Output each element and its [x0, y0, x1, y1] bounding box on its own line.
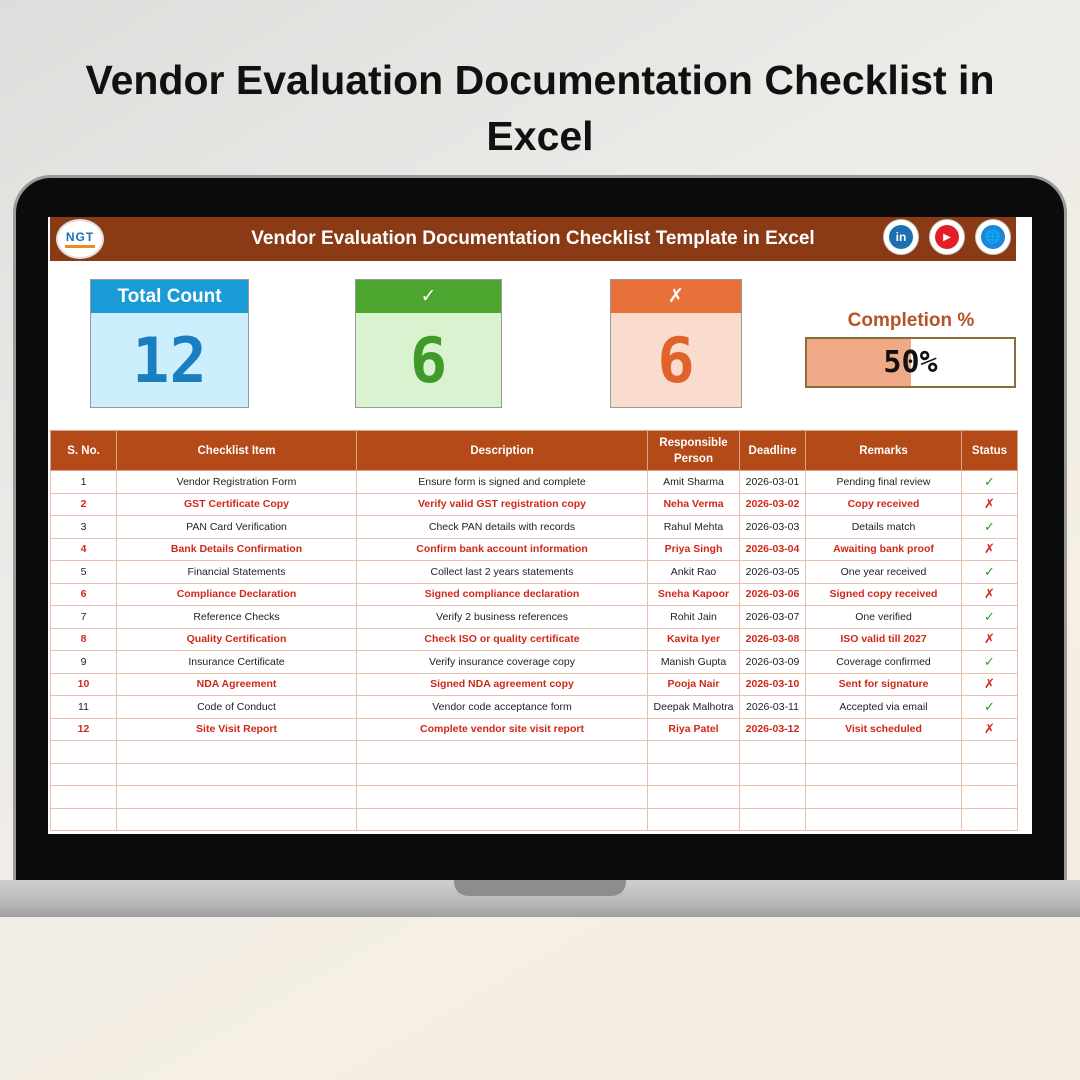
empty-row — [51, 786, 1018, 809]
cell-status[interactable]: ✓ — [962, 516, 1018, 539]
empty-cell[interactable] — [357, 763, 648, 786]
cell-description[interactable]: Complete vendor site visit report — [357, 718, 648, 741]
cell-deadline[interactable]: 2026-03-06 — [740, 583, 806, 606]
cell-deadline[interactable]: 2026-03-05 — [740, 561, 806, 584]
logo-swoosh — [65, 245, 95, 248]
header-sno[interactable]: S. No. — [51, 431, 117, 471]
table-row — [51, 471, 1018, 494]
cell-deadline[interactable]: 2026-03-12 — [740, 718, 806, 741]
cell-status[interactable]: ✓ — [962, 561, 1018, 584]
globe-icon: 🌐 — [981, 225, 1005, 249]
youtube-icon: ▶ — [935, 225, 959, 249]
cell-sno[interactable]: 12 — [51, 718, 117, 741]
empty-cell[interactable] — [806, 763, 962, 786]
cell-checklist-item[interactable]: Site Visit Report — [117, 718, 357, 741]
cell-responsible-person[interactable]: Neha Verma — [648, 493, 740, 516]
cell-remarks[interactable]: Details match — [806, 516, 962, 539]
cell-checklist-item[interactable]: Code of Conduct — [117, 696, 357, 719]
cell-sno[interactable]: 11 — [51, 696, 117, 719]
cell-remarks[interactable]: Accepted via email — [806, 696, 962, 719]
linkedin-icon: in — [889, 225, 913, 249]
ngt-logo — [56, 219, 104, 259]
youtube-button[interactable] — [930, 220, 964, 254]
cell-remarks[interactable]: Visit scheduled — [806, 718, 962, 741]
cell-description[interactable]: Check PAN details with records — [357, 516, 648, 539]
cell-remarks[interactable]: Copy received — [806, 493, 962, 516]
cell-responsible-person[interactable]: Ankit Rao — [648, 561, 740, 584]
empty-cell[interactable] — [648, 786, 740, 809]
title-banner — [50, 217, 1016, 261]
empty-cell[interactable] — [740, 808, 806, 831]
cell-deadline[interactable]: 2026-03-07 — [740, 606, 806, 629]
cell-sno[interactable]: 5 — [51, 561, 117, 584]
cell-checklist-item[interactable]: Compliance Declaration — [117, 583, 357, 606]
table-row — [51, 651, 1018, 674]
cell-description[interactable]: Signed compliance declaration — [357, 583, 648, 606]
empty-cell[interactable] — [357, 786, 648, 809]
cell-sno[interactable]: 9 — [51, 651, 117, 674]
cell-description[interactable]: Confirm bank account information — [357, 538, 648, 561]
cell-responsible-person[interactable]: Rahul Mehta — [648, 516, 740, 539]
empty-cell[interactable] — [117, 763, 357, 786]
total-count-value: 12 — [132, 323, 207, 397]
empty-cell[interactable] — [117, 786, 357, 809]
total-count-card — [90, 279, 249, 408]
header-description[interactable]: Description — [357, 431, 648, 471]
empty-cell[interactable] — [962, 808, 1018, 831]
empty-cell[interactable] — [962, 786, 1018, 809]
completion-progress-bar — [805, 337, 1016, 388]
cell-description[interactable]: Verify valid GST registration copy — [357, 493, 648, 516]
cell-description[interactable]: Verify 2 business references — [357, 606, 648, 629]
empty-cell[interactable] — [806, 741, 962, 764]
cell-status[interactable]: ✓ — [962, 606, 1018, 629]
cell-deadline[interactable]: 2026-03-09 — [740, 651, 806, 674]
cell-responsible-person[interactable]: Pooja Nair — [648, 673, 740, 696]
logo-text: NGT — [65, 230, 95, 244]
empty-cell[interactable] — [648, 741, 740, 764]
cell-responsible-person[interactable]: Deepak Malhotra — [648, 696, 740, 719]
page-headline: Vendor Evaluation Documentation Checklist in Excel — [85, 57, 995, 159]
empty-cell[interactable] — [51, 808, 117, 831]
empty-cell[interactable] — [648, 808, 740, 831]
total-count-label: Total Count — [91, 280, 248, 313]
cell-status[interactable]: ✗ — [962, 538, 1018, 561]
cell-deadline[interactable]: 2026-03-02 — [740, 493, 806, 516]
empty-cell[interactable] — [962, 763, 1018, 786]
table-row — [51, 538, 1018, 561]
empty-cell[interactable] — [51, 763, 117, 786]
laptop-notch — [454, 880, 626, 896]
completed-count-card — [355, 279, 502, 408]
table-row — [51, 606, 1018, 629]
empty-cell[interactable] — [648, 763, 740, 786]
table-row — [51, 718, 1018, 741]
cell-status[interactable]: ✓ — [962, 471, 1018, 494]
table-row — [51, 583, 1018, 606]
header-status[interactable]: Status — [962, 431, 1018, 471]
header-responsible-person[interactable]: Responsible Person — [648, 431, 740, 471]
cell-checklist-item[interactable]: Quality Certification — [117, 628, 357, 651]
cell-remarks[interactable]: Pending final review — [806, 471, 962, 494]
cell-deadline[interactable]: 2026-03-10 — [740, 673, 806, 696]
cell-responsible-person[interactable]: Priya Singh — [648, 538, 740, 561]
cell-description[interactable]: Vendor code acceptance form — [357, 696, 648, 719]
cell-status[interactable]: ✗ — [962, 628, 1018, 651]
table-row — [51, 628, 1018, 651]
cell-sno[interactable]: 7 — [51, 606, 117, 629]
cell-sno[interactable]: 6 — [51, 583, 117, 606]
cell-sno[interactable]: 10 — [51, 673, 117, 696]
cell-remarks[interactable]: One verified — [806, 606, 962, 629]
cell-remarks[interactable]: Sent for signature — [806, 673, 962, 696]
completion-percent: 50% — [883, 345, 938, 380]
cell-checklist-item[interactable]: NDA Agreement — [117, 673, 357, 696]
cell-remarks[interactable]: Signed copy received — [806, 583, 962, 606]
table-row — [51, 696, 1018, 719]
sheet-title: Vendor Evaluation Documentation Checklist Template in Excel — [251, 228, 815, 249]
cell-status[interactable]: ✗ — [962, 493, 1018, 516]
completion-label: Completion % — [847, 310, 975, 331]
empty-cell[interactable] — [740, 741, 806, 764]
cell-deadline[interactable]: 2026-03-01 — [740, 471, 806, 494]
cell-description[interactable]: Collect last 2 years statements — [357, 561, 648, 584]
cell-remarks[interactable]: ISO valid till 2027 — [806, 628, 962, 651]
cell-status[interactable]: ✗ — [962, 673, 1018, 696]
completed-count-value: 6 — [409, 323, 448, 397]
cell-deadline[interactable]: 2026-03-08 — [740, 628, 806, 651]
pending-count-card — [610, 279, 742, 408]
cell-responsible-person[interactable]: Amit Sharma — [648, 471, 740, 494]
cell-description[interactable]: Verify insurance coverage copy — [357, 651, 648, 674]
empty-cell[interactable] — [806, 786, 962, 809]
cell-description[interactable]: Ensure form is signed and complete — [357, 471, 648, 494]
pending-count-value: 6 — [657, 323, 695, 397]
empty-cell[interactable] — [806, 808, 962, 831]
cell-sno[interactable]: 1 — [51, 471, 117, 494]
cell-responsible-person[interactable]: Manish Gupta — [648, 651, 740, 674]
empty-cell[interactable] — [51, 741, 117, 764]
cell-checklist-item[interactable]: Bank Details Confirmation — [117, 538, 357, 561]
empty-row — [51, 741, 1018, 764]
empty-cell[interactable] — [117, 808, 357, 831]
empty-cell[interactable] — [117, 741, 357, 764]
table-header-row — [51, 431, 1018, 471]
table-row — [51, 561, 1018, 584]
cell-remarks[interactable]: Awaiting bank proof — [806, 538, 962, 561]
cell-deadline[interactable]: 2026-03-11 — [740, 696, 806, 719]
website-button[interactable] — [976, 220, 1010, 254]
header-remarks[interactable]: Remarks — [806, 431, 962, 471]
cell-remarks[interactable]: Coverage confirmed — [806, 651, 962, 674]
cell-checklist-item[interactable]: GST Certificate Copy — [117, 493, 357, 516]
check-mark-icon: ✓ — [356, 280, 501, 313]
cell-responsible-person[interactable]: Sneha Kapoor — [648, 583, 740, 606]
cell-status[interactable]: ✓ — [962, 696, 1018, 719]
cell-checklist-item[interactable]: Financial Statements — [117, 561, 357, 584]
cell-deadline[interactable]: 2026-03-03 — [740, 516, 806, 539]
cell-sno[interactable]: 2 — [51, 493, 117, 516]
cell-remarks[interactable]: One year received — [806, 561, 962, 584]
checklist-table — [50, 430, 1018, 831]
cell-sno[interactable]: 8 — [51, 628, 117, 651]
table-row — [51, 516, 1018, 539]
table-row — [51, 673, 1018, 696]
cell-checklist-item[interactable]: PAN Card Verification — [117, 516, 357, 539]
cell-status[interactable]: ✓ — [962, 651, 1018, 674]
cell-status[interactable]: ✗ — [962, 718, 1018, 741]
empty-cell[interactable] — [962, 741, 1018, 764]
cell-sno[interactable]: 4 — [51, 538, 117, 561]
cell-description[interactable]: Check ISO or quality certificate — [357, 628, 648, 651]
linkedin-button[interactable] — [884, 220, 918, 254]
cell-sno[interactable]: 3 — [51, 516, 117, 539]
cross-mark-icon: ✗ — [611, 280, 741, 313]
header-deadline[interactable]: Deadline — [740, 431, 806, 471]
cell-responsible-person[interactable]: Riya Patel — [648, 718, 740, 741]
cell-responsible-person[interactable]: Rohit Jain — [648, 606, 740, 629]
empty-row — [51, 763, 1018, 786]
cell-checklist-item[interactable]: Vendor Registration Form — [117, 471, 357, 494]
cell-description[interactable]: Signed NDA agreement copy — [357, 673, 648, 696]
empty-cell[interactable] — [740, 786, 806, 809]
table-row — [51, 493, 1018, 516]
empty-cell[interactable] — [357, 741, 648, 764]
empty-row — [51, 808, 1018, 831]
cell-deadline[interactable]: 2026-03-04 — [740, 538, 806, 561]
empty-cell[interactable] — [740, 763, 806, 786]
empty-cell[interactable] — [357, 808, 648, 831]
cell-checklist-item[interactable]: Insurance Certificate — [117, 651, 357, 674]
cell-responsible-person[interactable]: Kavita Iyer — [648, 628, 740, 651]
cell-checklist-item[interactable]: Reference Checks — [117, 606, 357, 629]
cell-status[interactable]: ✗ — [962, 583, 1018, 606]
spreadsheet-screen — [48, 217, 1032, 834]
empty-cell[interactable] — [51, 786, 117, 809]
header-checklist-item[interactable]: Checklist Item — [117, 431, 357, 471]
